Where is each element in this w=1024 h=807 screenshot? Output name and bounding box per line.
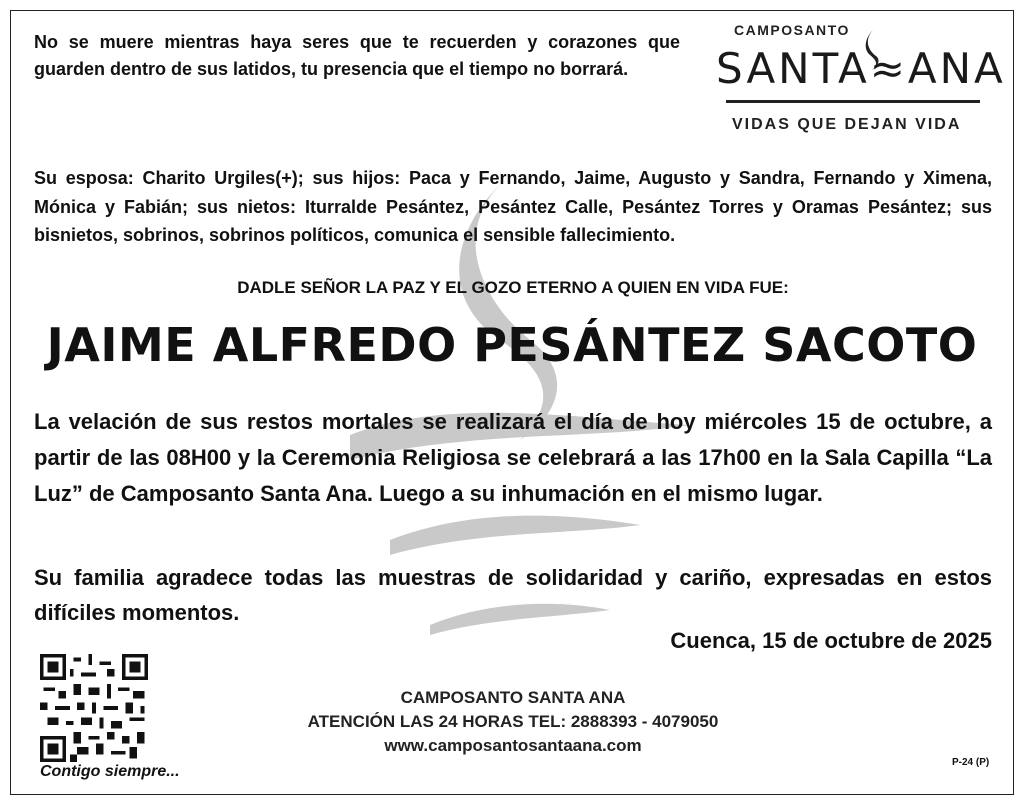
place-and-date: Cuenca, 15 de octubre de 2025 [670, 628, 992, 653]
logo-tagline: VIDAS QUE DEJAN VIDA [732, 116, 962, 133]
footer-contact [200, 686, 826, 758]
logo-brand: SANTA≈ANA [716, 44, 1006, 93]
slogan: Contigo siempre... [40, 763, 180, 780]
page-code: P-24 (P) [952, 757, 990, 768]
logo-divider [726, 100, 980, 103]
camposanto-logo [716, 20, 1006, 138]
logo-top-label: CAMPOSANTO [734, 22, 850, 38]
family-thanks: Su familia agradece todas las muestras de solidaridad y cariño, expresadas en estos difíciles momentos. [34, 565, 992, 625]
deceased-name: JAIME ALFREDO PESÁNTEZ SACOTO [46, 318, 978, 372]
memorial-quote: No se muere mientras haya seres que te recuerden y corazones que guarden dentro de sus latidos, tu presencia que el tiempo no borrará. [34, 32, 680, 79]
flame-icon [856, 28, 890, 84]
footer-website-link[interactable]: www.camposantosantaana.com [384, 736, 642, 755]
footer-phone: ATENCIÓN LAS 24 HORAS TEL: 2888393 - 4079050 [307, 712, 719, 731]
prayer-subtitle: DADLE SEÑOR LA PAZ Y EL GOZO ETERNO A QUIEN EN VIDA FUE: [237, 278, 789, 297]
qr-code-icon[interactable] [40, 654, 148, 762]
family-announcement: Su esposa: Charito Urgiles(+); sus hijos: Paca y Fernando, Jaime, Augusto y Sandra, Fernando y Ximena, Mónica y Fabián; sus nietos: Iturralde Pesántez, Pesántez Calle, Pesántez Torres y Oramas Pesántez; sus bisnietos, sobrinos, sobrinos políticos, comunica el sensible fallecimiento. [34, 168, 992, 245]
ceremony-details: La velación de sus restos mortales se realizará el día de hoy miércoles 15 de octubre, a partir de las 08H00 y la Ceremonia Religiosa se celebrará a las 17h00 en la Sala Capilla “La Luz” de Camposanto Santa Ana. Luego a su inhumación en el mismo lugar. [34, 409, 992, 506]
footer-company: CAMPOSANTO SANTA ANA [400, 688, 626, 707]
